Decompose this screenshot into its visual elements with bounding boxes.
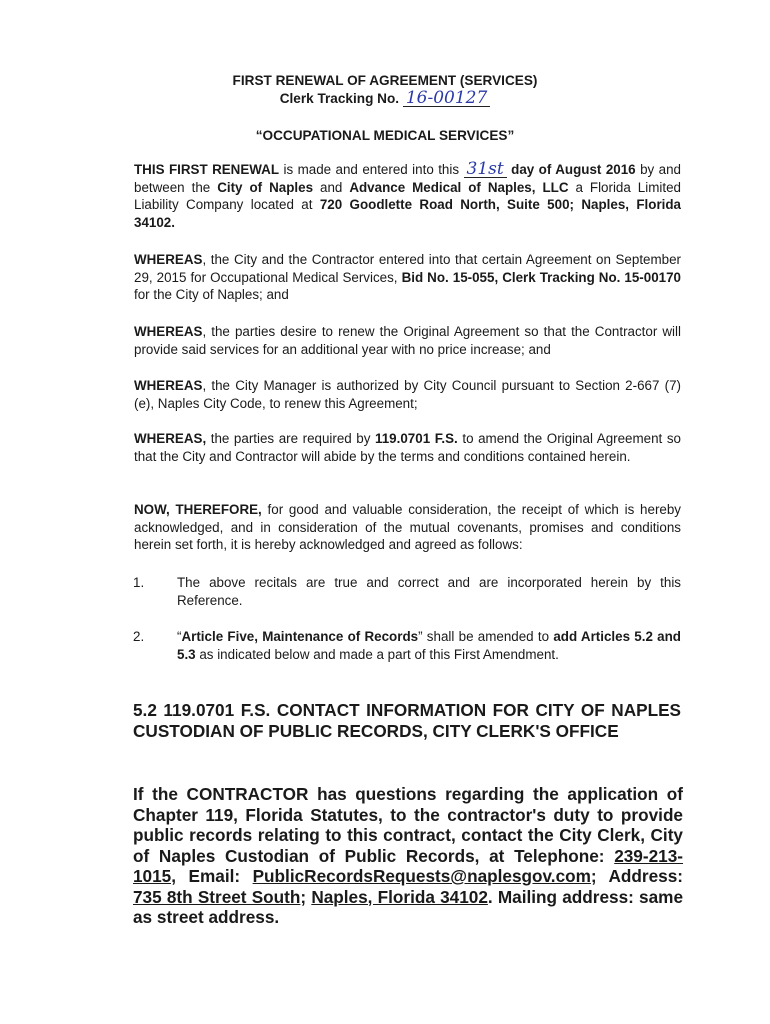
- whereas-text: , the City and the Contractor entered into that certain Agreement on September 29, 2015 for Occupational Medical Services,: [134, 252, 681, 285]
- now-therefore-label: NOW, THEREFORE,: [134, 502, 262, 517]
- intro-text-4: a Florida Limited Liability Company located at: [134, 179, 681, 212]
- intro-address: 720 Goodlette Road North, Suite 500; Naples, Florida 34102.: [134, 197, 681, 230]
- whereas-text-end: for the City of Naples; and: [134, 287, 289, 302]
- section-body-text: Email:: [176, 866, 253, 886]
- intro-lead: THIS FIRST RENEWAL: [134, 162, 280, 177]
- article-reference: Article Five, Maintenance of Records: [181, 629, 419, 644]
- whereas-paragraph-4: [89, 430, 681, 465]
- section-body-text: ;: [300, 886, 312, 907]
- whereas-paragraph-1: [89, 251, 681, 304]
- tracking-label: Clerk Tracking No.: [279, 91, 400, 106]
- phone-number: 239-213-1015,: [133, 845, 683, 886]
- intro-contractor: Advance Medical of Naples, LLC: [349, 179, 569, 195]
- item-text-2: as indicated below and made a part of this First Amendment.: [195, 646, 559, 662]
- email-address: PublicRecordsRequests@naplesgov.com: [252, 866, 591, 886]
- whereas-text: the parties are required by: [206, 431, 376, 446]
- document-title: FIRST RENEWAL OF AGREEMENT (SERVICES): [232, 73, 538, 88]
- now-therefore-paragraph: [89, 501, 681, 554]
- now-therefore-text: for good and valuable consideration, the receipt of which is hereby acknowledged, and in consideration of the mutual covenants, promises and conditions herein set forth, it is hereby acknowledged and agreed as follows:: [134, 502, 681, 552]
- intro-text-1: is made and entered into this: [279, 162, 464, 177]
- clerk-tracking-line: [0, 90, 770, 107]
- tracking-number-handwritten: 16-00127: [403, 90, 490, 107]
- whereas-label: WHEREAS,: [134, 431, 207, 446]
- bid-number: Bid No. 15-055, Clerk Tracking No. 15-00170: [401, 269, 681, 285]
- intro-date: day of August 2016: [511, 162, 636, 177]
- whereas-paragraph-2: [89, 323, 681, 358]
- section-5-2-heading: 5.2 119.0701 F.S. CONTACT INFORMATION FOR CITY OF NAPLES CUSTODIAN OF PUBLIC RECORDS, CITY CLERK'S OFFICE: [133, 700, 681, 741]
- street-address: 735 8th Street South: [133, 886, 301, 907]
- list-item-number: 2.: [133, 629, 145, 644]
- whereas-text-end: to amend the Original Agreement so that the City and Contractor will abide by the terms and conditions contained herein.: [134, 431, 681, 464]
- intro-city: City of Naples: [217, 179, 314, 195]
- articles-added: add Articles 5.2 and 5.3: [177, 629, 681, 662]
- document-subtitle: “OCCUPATIONAL MEDICAL SERVICES”: [255, 128, 515, 143]
- intro-paragraph: [89, 161, 681, 231]
- list-item-number: 1.: [133, 575, 145, 590]
- day-handwritten: 31st: [464, 161, 507, 178]
- section-body-text: . Mailing address: same as street address.: [133, 886, 684, 927]
- quote-open: “: [177, 629, 182, 644]
- section-body-text: ; Address:: [590, 866, 683, 886]
- whereas-label: WHEREAS: [134, 252, 203, 267]
- whereas-paragraph-3: [89, 377, 681, 412]
- statute-reference: 119.0701 F.S.: [375, 431, 458, 446]
- whereas-text: , the City Manager is authorized by City Council pursuant to Section 2-667 (7)(e), Naples City Code, to renew this Agreement;: [134, 378, 681, 411]
- section-body-text: If the CONTRACTOR has questions regarding the application of Chapter 119, Florida Statutes, to the contractor's duty to provide public records relating to this contract, contact the City Clerk, City of Naples Custodian of Public Records, at Telephone:: [133, 784, 683, 866]
- section-5-2-body: [133, 784, 683, 928]
- intro-text-2: by and between the: [134, 162, 682, 195]
- item-text-1: ” shall be amended to: [418, 629, 554, 644]
- whereas-label: WHEREAS: [134, 324, 203, 339]
- whereas-text: , the parties desire to renew the Original Agreement so that the Contractor will provide said services for an additional year with no price increase; and: [134, 324, 681, 357]
- whereas-label: WHEREAS: [134, 378, 203, 393]
- intro-text-3: and: [313, 179, 350, 195]
- list-item-text: [177, 628, 681, 663]
- city-address: Naples, Florida 34102: [311, 886, 488, 907]
- list-item-text: The above recitals are true and correct and are incorporated herein by this Reference.: [177, 575, 681, 608]
